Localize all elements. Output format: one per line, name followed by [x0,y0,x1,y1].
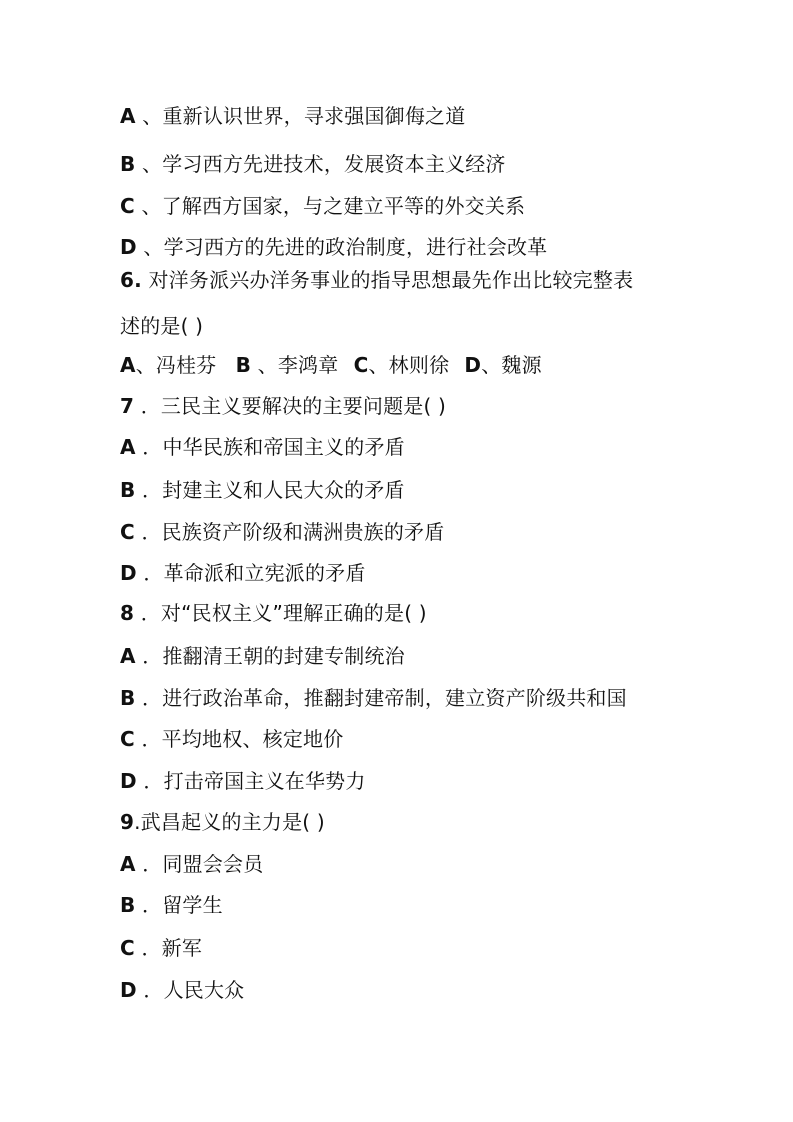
option-text: ．新军 [141,936,203,960]
option-text: ．民族资产阶级和满洲贵族的矛盾 [141,520,445,544]
question-number: 8 [120,601,135,625]
option-label: C [120,520,135,544]
question-stem: 述的是( ) [120,314,204,338]
option-label: A [120,104,136,128]
option-label: D [120,978,137,1002]
option-text: ．打击帝国主义在华势力 [143,769,366,793]
q8-option-d [120,769,366,793]
option-label: D [120,235,137,259]
option-text: 、了解西方国家，与之建立平等的外交关系 [141,194,526,218]
q9-option-b [120,893,223,917]
option-text: 、李鸿章 [257,353,339,377]
q5-option-b [120,152,506,176]
q7-option-a [120,435,405,459]
q6-stem-line2 [120,314,203,338]
option-label: A [120,353,136,377]
question-stem: .武昌起义的主力是( ) [134,810,325,834]
option-label: D [464,353,482,377]
q8-option-b [120,686,627,710]
option-label: B [120,152,136,176]
option-text: ．留学生 [142,893,223,917]
q5-option-c [120,194,525,218]
q7-option-b [120,478,405,502]
option-label: C [353,353,369,377]
option-label: D [120,561,137,585]
option-text: 、重新认识世界，寻求强国御侮之道 [142,104,466,128]
option-label: A [120,435,136,459]
question-number: 6. [120,268,142,292]
option-label: A [120,852,136,876]
q8-stem [120,601,427,625]
option-label: C [120,727,135,751]
q8-option-a [120,644,405,668]
q9-option-a [120,852,263,876]
option-text: ．封建主义和人民大众的矛盾 [142,478,405,502]
option-text: 、林则徐 [368,353,450,377]
q5-option-d [120,235,547,259]
option-text: ．平均地权、核定地价 [141,727,344,751]
option-text: ．进行政治革命，推翻封建帝制，建立资产阶级共和国 [142,686,627,710]
question-number: 7 [120,394,135,418]
question-number: 9 [120,810,135,834]
option-text: ．同盟会会员 [142,852,264,876]
option-label: B [120,686,136,710]
option-text: ．人民大众 [143,978,245,1002]
option-text: ．推翻清王朝的封建专制统治 [142,644,405,668]
q9-option-d [120,978,244,1002]
q9-option-c [120,936,202,960]
option-label: A [120,644,136,668]
question-stem: 对洋务派兴办洋务事业的指导思想最先作出比较完整表 [148,268,634,292]
q5-option-a [120,104,465,128]
option-text: 、学习西方先进技术，发展资本主义经济 [142,152,506,176]
question-stem: ．对“民权主义”理解正确的是( ) [140,601,427,625]
option-text: 、学习西方的先进的政治制度，进行社会改革 [143,235,548,259]
option-text: ．中华民族和帝国主义的矛盾 [142,435,405,459]
q7-option-c [120,520,444,544]
q8-option-c [120,727,343,751]
q7-option-d [120,561,366,585]
option-text: 、魏源 [481,353,542,377]
q9-stem [120,810,325,834]
option-label: C [120,194,135,218]
option-label: D [120,769,137,793]
option-label: B [235,353,252,377]
option-text: ．革命派和立宪派的矛盾 [143,561,366,585]
option-text: 、冯桂芬 [135,353,217,377]
option-label: B [120,478,136,502]
q7-stem [120,394,446,418]
question-stem: ．三民主义要解决的主要问题是( ) [140,394,447,418]
option-label: C [120,936,135,960]
q6-stem-line1 [120,268,633,292]
option-label: B [120,893,136,917]
q6-options [120,353,542,377]
